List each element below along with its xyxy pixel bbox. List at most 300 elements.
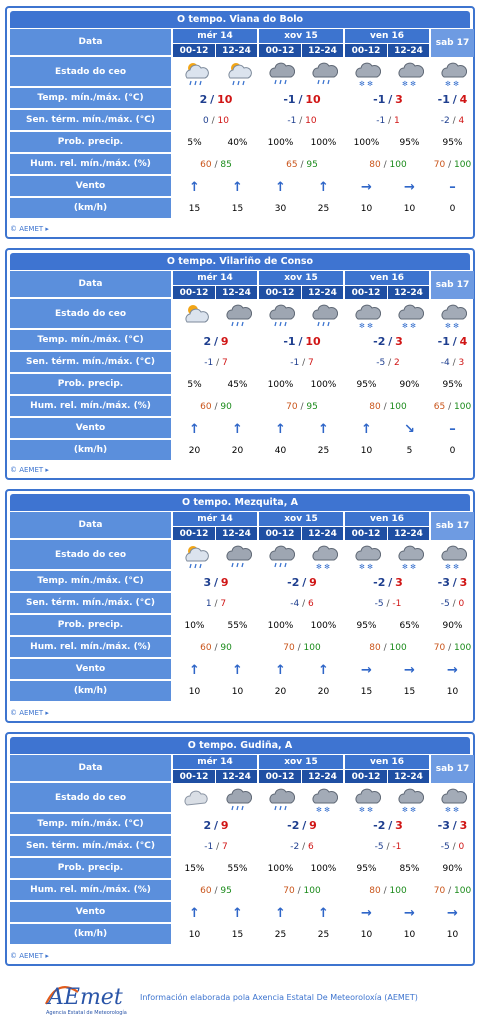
wind-speed-cell: 10 (231, 687, 244, 697)
sens-min: -1 (204, 842, 214, 852)
wind-direction-icon: ↑ (275, 905, 286, 921)
wind-direction-icon: ↑ (275, 179, 286, 195)
separator: / (214, 402, 218, 412)
separator: / (452, 818, 457, 832)
separator: / (297, 643, 301, 653)
hum-max: 100 (454, 160, 472, 170)
wind-speed-cell: 0 (449, 204, 456, 214)
separator: / (302, 818, 307, 832)
wind-direction-icon: ↑ (275, 421, 286, 437)
forecast-table (10, 512, 474, 703)
sens-min: -4 (440, 358, 450, 368)
temp-min: -1 (283, 334, 296, 348)
cloud-snow-icon (396, 301, 424, 329)
separator: / (299, 116, 303, 126)
separator: / (211, 116, 215, 126)
separator: / (388, 334, 393, 348)
cloud-snow-icon (439, 59, 467, 87)
cloud-rain-icon (224, 542, 252, 570)
separator: / (216, 842, 220, 852)
row-label-data: Data (10, 271, 173, 299)
period-header: 12-24 (302, 526, 345, 540)
sens-cell (431, 836, 474, 858)
sens-max: 7 (222, 358, 228, 368)
temp-min: -2 (373, 334, 386, 348)
panel-title[interactable]: O tempo. Vilariño de Conso (10, 253, 470, 270)
separator: / (452, 842, 456, 852)
temp-max: 4 (459, 92, 468, 106)
separator: / (452, 575, 457, 589)
hum-cell (259, 396, 345, 418)
cloud-snow-icon (353, 301, 381, 329)
sens-max: 7 (222, 842, 228, 852)
sens-min: -5 (374, 842, 384, 852)
hum-max: 100 (389, 160, 407, 170)
wind-speed-cell: 15 (403, 687, 416, 697)
temp-cell (345, 330, 431, 352)
row-label-temp: Temp. mín./máx. (°C) (10, 88, 173, 110)
day-header: xov 15 (259, 755, 345, 769)
temp-cell (431, 571, 474, 593)
hum-min: 65 (286, 160, 298, 170)
wind-direction-icon: ↑ (318, 905, 329, 921)
wind-speed-cell: 25 (317, 446, 330, 456)
wind-speed-cell: 10 (188, 687, 201, 697)
cloud-rain-icon (310, 301, 338, 329)
day-header: sab 17 (431, 271, 474, 299)
hum-cell (173, 154, 259, 176)
temp-min: -1 (437, 334, 450, 348)
wind-direction-icon: ↑ (189, 662, 200, 678)
logo-text: AEmet (48, 985, 123, 1010)
temp-max: 3 (459, 575, 468, 589)
separator: / (452, 334, 457, 348)
period-header: 00-12 (345, 285, 388, 299)
temp-cell (259, 88, 345, 110)
hum-max: 100 (454, 643, 472, 653)
row-label-vento: Vento (10, 902, 173, 924)
period-header: 00-12 (173, 526, 216, 540)
wind-direction-icon: → (361, 662, 372, 678)
sens-min: -4 (290, 599, 300, 609)
svg-text:✻ ✻: ✻ ✻ (358, 321, 373, 329)
sun-cloud-rain-icon (181, 59, 209, 87)
forecast-panel (5, 489, 475, 723)
wind-direction-icon: ↑ (318, 662, 329, 678)
prob-cell: 100% (267, 864, 294, 874)
sky-state-cell (259, 57, 302, 88)
temp-cell (345, 88, 431, 110)
temp-max: 3 (395, 334, 403, 348)
hum-cell (173, 637, 259, 659)
hum-min: 70 (433, 643, 446, 653)
wind-direction-icon: → (447, 905, 458, 921)
temp-max: 3 (459, 818, 468, 832)
hum-min: 70 (433, 160, 446, 170)
sens-cell (345, 110, 431, 132)
separator: / (383, 402, 387, 412)
sens-min: -2 (440, 116, 450, 126)
wind-direction-icon: ↑ (189, 421, 200, 437)
sens-cell (173, 110, 259, 132)
sky-state-cell (302, 299, 345, 330)
sky-state-cell (431, 540, 474, 571)
sens-max: 10 (217, 116, 229, 126)
separator: / (300, 402, 304, 412)
svg-text:✻ ✻: ✻ ✻ (358, 562, 373, 570)
hum-max: 85 (220, 160, 232, 170)
panel-title[interactable]: O tempo. Viana do Bolo (10, 11, 470, 28)
sens-max: 6 (308, 842, 314, 852)
sens-cell (431, 352, 474, 374)
hum-cell (431, 637, 474, 659)
separator: / (388, 575, 393, 589)
cloud-snow-icon (439, 301, 467, 329)
row-label-temp: Temp. mín./máx. (°C) (10, 814, 173, 836)
sens-max: 1 (394, 116, 400, 126)
wind-speed-cell: 20 (188, 446, 201, 456)
forecast-panel (5, 248, 475, 480)
row-label-kmh: (km/h) (10, 198, 173, 220)
wind-direction-icon: ↑ (232, 421, 243, 437)
wind-speed-cell: 25 (317, 930, 330, 940)
separator: / (210, 92, 215, 106)
prob-cell: 100% (310, 864, 337, 874)
wind-speed-cell: 0 (449, 446, 456, 456)
separator: / (452, 116, 456, 126)
hum-max: 100 (389, 643, 407, 653)
row-label-sensacion: Sen. térm. mín./máx. (°C) (10, 836, 173, 858)
prob-cell: 15% (184, 864, 205, 874)
temp-max: 9 (309, 818, 317, 832)
separator: / (216, 358, 220, 368)
prob-cell: 100% (267, 138, 294, 148)
wind-speed-cell: 15 (231, 930, 244, 940)
day-header: sab 17 (431, 755, 474, 783)
day-header: xov 15 (259, 271, 345, 285)
prob-cell: 100% (267, 380, 294, 390)
period-header: 00-12 (259, 769, 302, 783)
sens-cell (345, 593, 431, 615)
sens-cell (259, 836, 345, 858)
cloud-rain-icon (267, 785, 295, 813)
row-label-sensacion: Sen. térm. mín./máx. (°C) (10, 110, 173, 132)
cloud-rain-icon (310, 59, 338, 87)
sky-state-cell (388, 783, 431, 814)
prob-cell: 100% (310, 138, 337, 148)
wind-direction-icon: – (449, 421, 456, 437)
svg-text:✻ ✻: ✻ ✻ (444, 321, 459, 329)
temp-cell (259, 330, 345, 352)
aemet-credit-link[interactable]: © AEMET ▸ (10, 709, 49, 717)
hum-min: 70 (433, 886, 446, 896)
row-label-vento: Vento (10, 176, 173, 198)
prob-cell: 95% (356, 864, 377, 874)
cloud-snow-icon (396, 785, 424, 813)
temp-min: -2 (373, 818, 386, 832)
svg-text:✻ ✻: ✻ ✻ (401, 562, 416, 570)
temp-cell (173, 330, 259, 352)
hum-min: 80 (369, 160, 381, 170)
svg-text:✻ ✻: ✻ ✻ (444, 562, 459, 570)
hum-cell (345, 154, 431, 176)
prob-cell: 55% (227, 621, 248, 631)
sky-state-cell (259, 540, 302, 571)
sky-state-cell (302, 57, 345, 88)
sky-state-cell (302, 783, 345, 814)
hum-cell (431, 154, 474, 176)
panel-title[interactable]: O tempo. Mezquita, A (10, 494, 470, 511)
hum-min: 80 (369, 402, 381, 412)
period-header: 12-24 (302, 285, 345, 299)
sky-state-cell (259, 299, 302, 330)
prob-cell: 100% (310, 621, 337, 631)
period-header: 12-24 (388, 285, 431, 299)
period-header: 00-12 (345, 526, 388, 540)
prob-cell: 90% (442, 864, 463, 874)
row-label-data: Data (10, 755, 173, 783)
hum-cell (345, 880, 431, 902)
prob-cell: 95% (442, 138, 463, 148)
cloud-rain-icon (267, 301, 295, 329)
separator: / (213, 575, 219, 589)
temp-max: 10 (305, 334, 321, 348)
prob-cell: 100% (267, 621, 294, 631)
sky-state-cell (431, 783, 474, 814)
wind-direction-icon: → (404, 905, 415, 921)
hum-min: 60 (200, 643, 212, 653)
row-label-temp: Temp. mín./máx. (°C) (10, 571, 173, 593)
wind-speed-cell: 15 (231, 204, 244, 214)
sens-min: -1 (290, 358, 300, 368)
prob-cell: 55% (227, 864, 248, 874)
cloud-snow-icon (396, 542, 424, 570)
sky-state-cell (216, 299, 259, 330)
hum-max: 100 (389, 886, 407, 896)
period-header: 00-12 (259, 43, 302, 57)
wind-direction-icon: → (404, 662, 415, 678)
row-label-kmh: (km/h) (10, 924, 173, 946)
temp-max: 9 (309, 575, 317, 589)
temp-max: 9 (220, 334, 229, 348)
prob-cell: 90% (399, 380, 420, 390)
sens-max: 4 (458, 116, 465, 126)
separator: / (448, 160, 452, 170)
temp-min: 2 (203, 818, 212, 832)
hum-min: 65 (433, 402, 446, 412)
cloud-snow-icon (310, 542, 338, 570)
cloud-snow-icon (396, 59, 424, 87)
temp-cell (431, 330, 474, 352)
hum-max: 90 (220, 643, 232, 653)
day-header: xov 15 (259, 29, 345, 43)
separator: / (388, 358, 392, 368)
cloud-snow-icon (353, 59, 381, 87)
wind-direction-icon: → (404, 179, 415, 195)
hum-min: 80 (369, 643, 381, 653)
separator: / (298, 334, 303, 348)
day-header: mér 14 (173, 271, 259, 285)
temp-min: -2 (287, 818, 300, 832)
cloud-snow-icon (353, 785, 381, 813)
prob-cell: 100% (353, 138, 380, 148)
hum-min: 60 (200, 160, 212, 170)
separator: / (448, 886, 452, 896)
aemet-credit-link[interactable]: © AEMET ▸ (10, 952, 49, 960)
separator: / (213, 818, 219, 832)
separator: / (452, 358, 456, 368)
row-label-estado: Estado do ceo (10, 57, 173, 88)
period-header: 12-24 (388, 769, 431, 783)
wind-direction-icon: ↘ (404, 421, 415, 437)
temp-cell (345, 814, 431, 836)
row-label-estado: Estado do ceo (10, 783, 173, 814)
sens-min: -5 (440, 842, 450, 852)
temp-min: -1 (283, 92, 296, 106)
wind-speed-cell: 15 (360, 687, 373, 697)
aemet-credit-link[interactable]: © AEMET ▸ (10, 466, 49, 474)
wind-direction-icon: – (449, 179, 456, 195)
hum-max: 100 (389, 402, 407, 412)
separator: / (300, 160, 304, 170)
wind-speed-cell: 10 (360, 204, 373, 214)
cloud-rain-icon (224, 301, 252, 329)
sens-cell (431, 593, 474, 615)
forecast-table (10, 29, 474, 220)
prob-cell: 5% (187, 138, 202, 148)
hum-cell (173, 880, 259, 902)
day-header: ven 16 (345, 755, 431, 769)
row-label-vento: Vento (10, 659, 173, 681)
sens-cell (173, 352, 259, 374)
wind-speed-cell: 5 (406, 446, 413, 456)
sky-state-cell (431, 299, 474, 330)
row-label-kmh: (km/h) (10, 440, 173, 462)
sky-state-cell (345, 783, 388, 814)
row-label-vento: Vento (10, 418, 173, 440)
temp-cell (173, 571, 259, 593)
separator: / (386, 599, 390, 609)
sens-min: -2 (290, 842, 300, 852)
day-header: sab 17 (431, 29, 474, 57)
separator: / (386, 842, 390, 852)
separator: / (302, 599, 306, 609)
wind-speed-cell: 40 (274, 446, 287, 456)
prob-cell: 85% (399, 864, 420, 874)
panel-title[interactable]: O tempo. Gudiña, A (10, 737, 470, 754)
sun-cloud-icon (181, 301, 209, 329)
sky-state-cell (388, 540, 431, 571)
wind-direction-icon: ↑ (232, 662, 243, 678)
separator: / (302, 842, 306, 852)
sky-state-cell (345, 57, 388, 88)
temp-max: 4 (459, 334, 468, 348)
row-label-prob: Prob. precip. (10, 858, 173, 880)
wind-speed-cell: 25 (274, 930, 287, 940)
separator: / (214, 160, 218, 170)
row-label-sensacion: Sen. térm. mín./máx. (°C) (10, 352, 173, 374)
day-header: mér 14 (173, 512, 259, 526)
row-label-estado: Estado do ceo (10, 299, 173, 330)
hum-min: 70 (286, 402, 298, 412)
separator: / (388, 818, 393, 832)
wind-speed-cell: 20 (317, 687, 330, 697)
separator: / (297, 886, 301, 896)
wind-speed-cell: 10 (446, 687, 459, 697)
separator: / (214, 886, 218, 896)
sens-max: -1 (392, 599, 402, 609)
cloud-snow-icon (439, 542, 467, 570)
sens-max: -1 (392, 842, 402, 852)
sens-min: 1 (205, 599, 212, 609)
sens-max: 7 (220, 599, 227, 609)
temp-max: 10 (305, 92, 321, 106)
prob-cell: 100% (310, 380, 337, 390)
svg-text:✻ ✻: ✻ ✻ (401, 79, 416, 87)
hum-cell (259, 154, 345, 176)
sens-max: 10 (305, 116, 317, 126)
temp-max: 10 (217, 92, 233, 106)
temp-min: -1 (373, 92, 386, 106)
hum-cell (173, 396, 259, 418)
aemet-credit-link[interactable]: © AEMET ▸ (10, 225, 49, 233)
temp-cell (431, 88, 474, 110)
sens-min: -1 (376, 116, 386, 126)
hum-cell (345, 637, 431, 659)
hum-min: 80 (369, 886, 381, 896)
wind-direction-icon: ↑ (189, 905, 200, 921)
sun-cloud-rain-icon (224, 59, 252, 87)
sens-min: -5 (374, 599, 384, 609)
temp-cell (173, 814, 259, 836)
separator: / (388, 116, 392, 126)
sens-min: 0 (203, 116, 209, 126)
period-header: 00-12 (345, 769, 388, 783)
sens-cell (173, 593, 259, 615)
sens-cell (259, 110, 345, 132)
svg-text:✻ ✻: ✻ ✻ (401, 805, 416, 813)
prob-cell: 65% (399, 621, 420, 631)
sky-state-cell (431, 57, 474, 88)
row-label-temp: Temp. mín./máx. (°C) (10, 330, 173, 352)
separator: / (214, 643, 218, 653)
wind-direction-icon: ↑ (232, 905, 243, 921)
temp-cell (345, 571, 431, 593)
separator: / (214, 599, 218, 609)
sens-max: 0 (458, 842, 465, 852)
period-header: 12-24 (388, 526, 431, 540)
sky-state-cell (216, 540, 259, 571)
separator: / (213, 334, 219, 348)
prob-cell: 45% (227, 380, 248, 390)
period-header: 00-12 (259, 285, 302, 299)
hum-max: 100 (454, 402, 472, 412)
svg-text:✻ ✻: ✻ ✻ (358, 805, 373, 813)
wind-direction-icon: ↑ (361, 421, 372, 437)
period-header: 12-24 (388, 43, 431, 57)
wind-direction-icon: ↑ (189, 179, 200, 195)
hum-cell (431, 880, 474, 902)
row-label-kmh: (km/h) (10, 681, 173, 703)
period-header: 00-12 (259, 526, 302, 540)
forecast-panel (5, 732, 475, 966)
prob-cell: 95% (442, 380, 463, 390)
hum-min: 70 (283, 886, 295, 896)
separator: / (448, 402, 452, 412)
cloud-rain-icon (224, 785, 252, 813)
temp-max: 3 (395, 92, 403, 106)
forecast-table (10, 271, 474, 462)
